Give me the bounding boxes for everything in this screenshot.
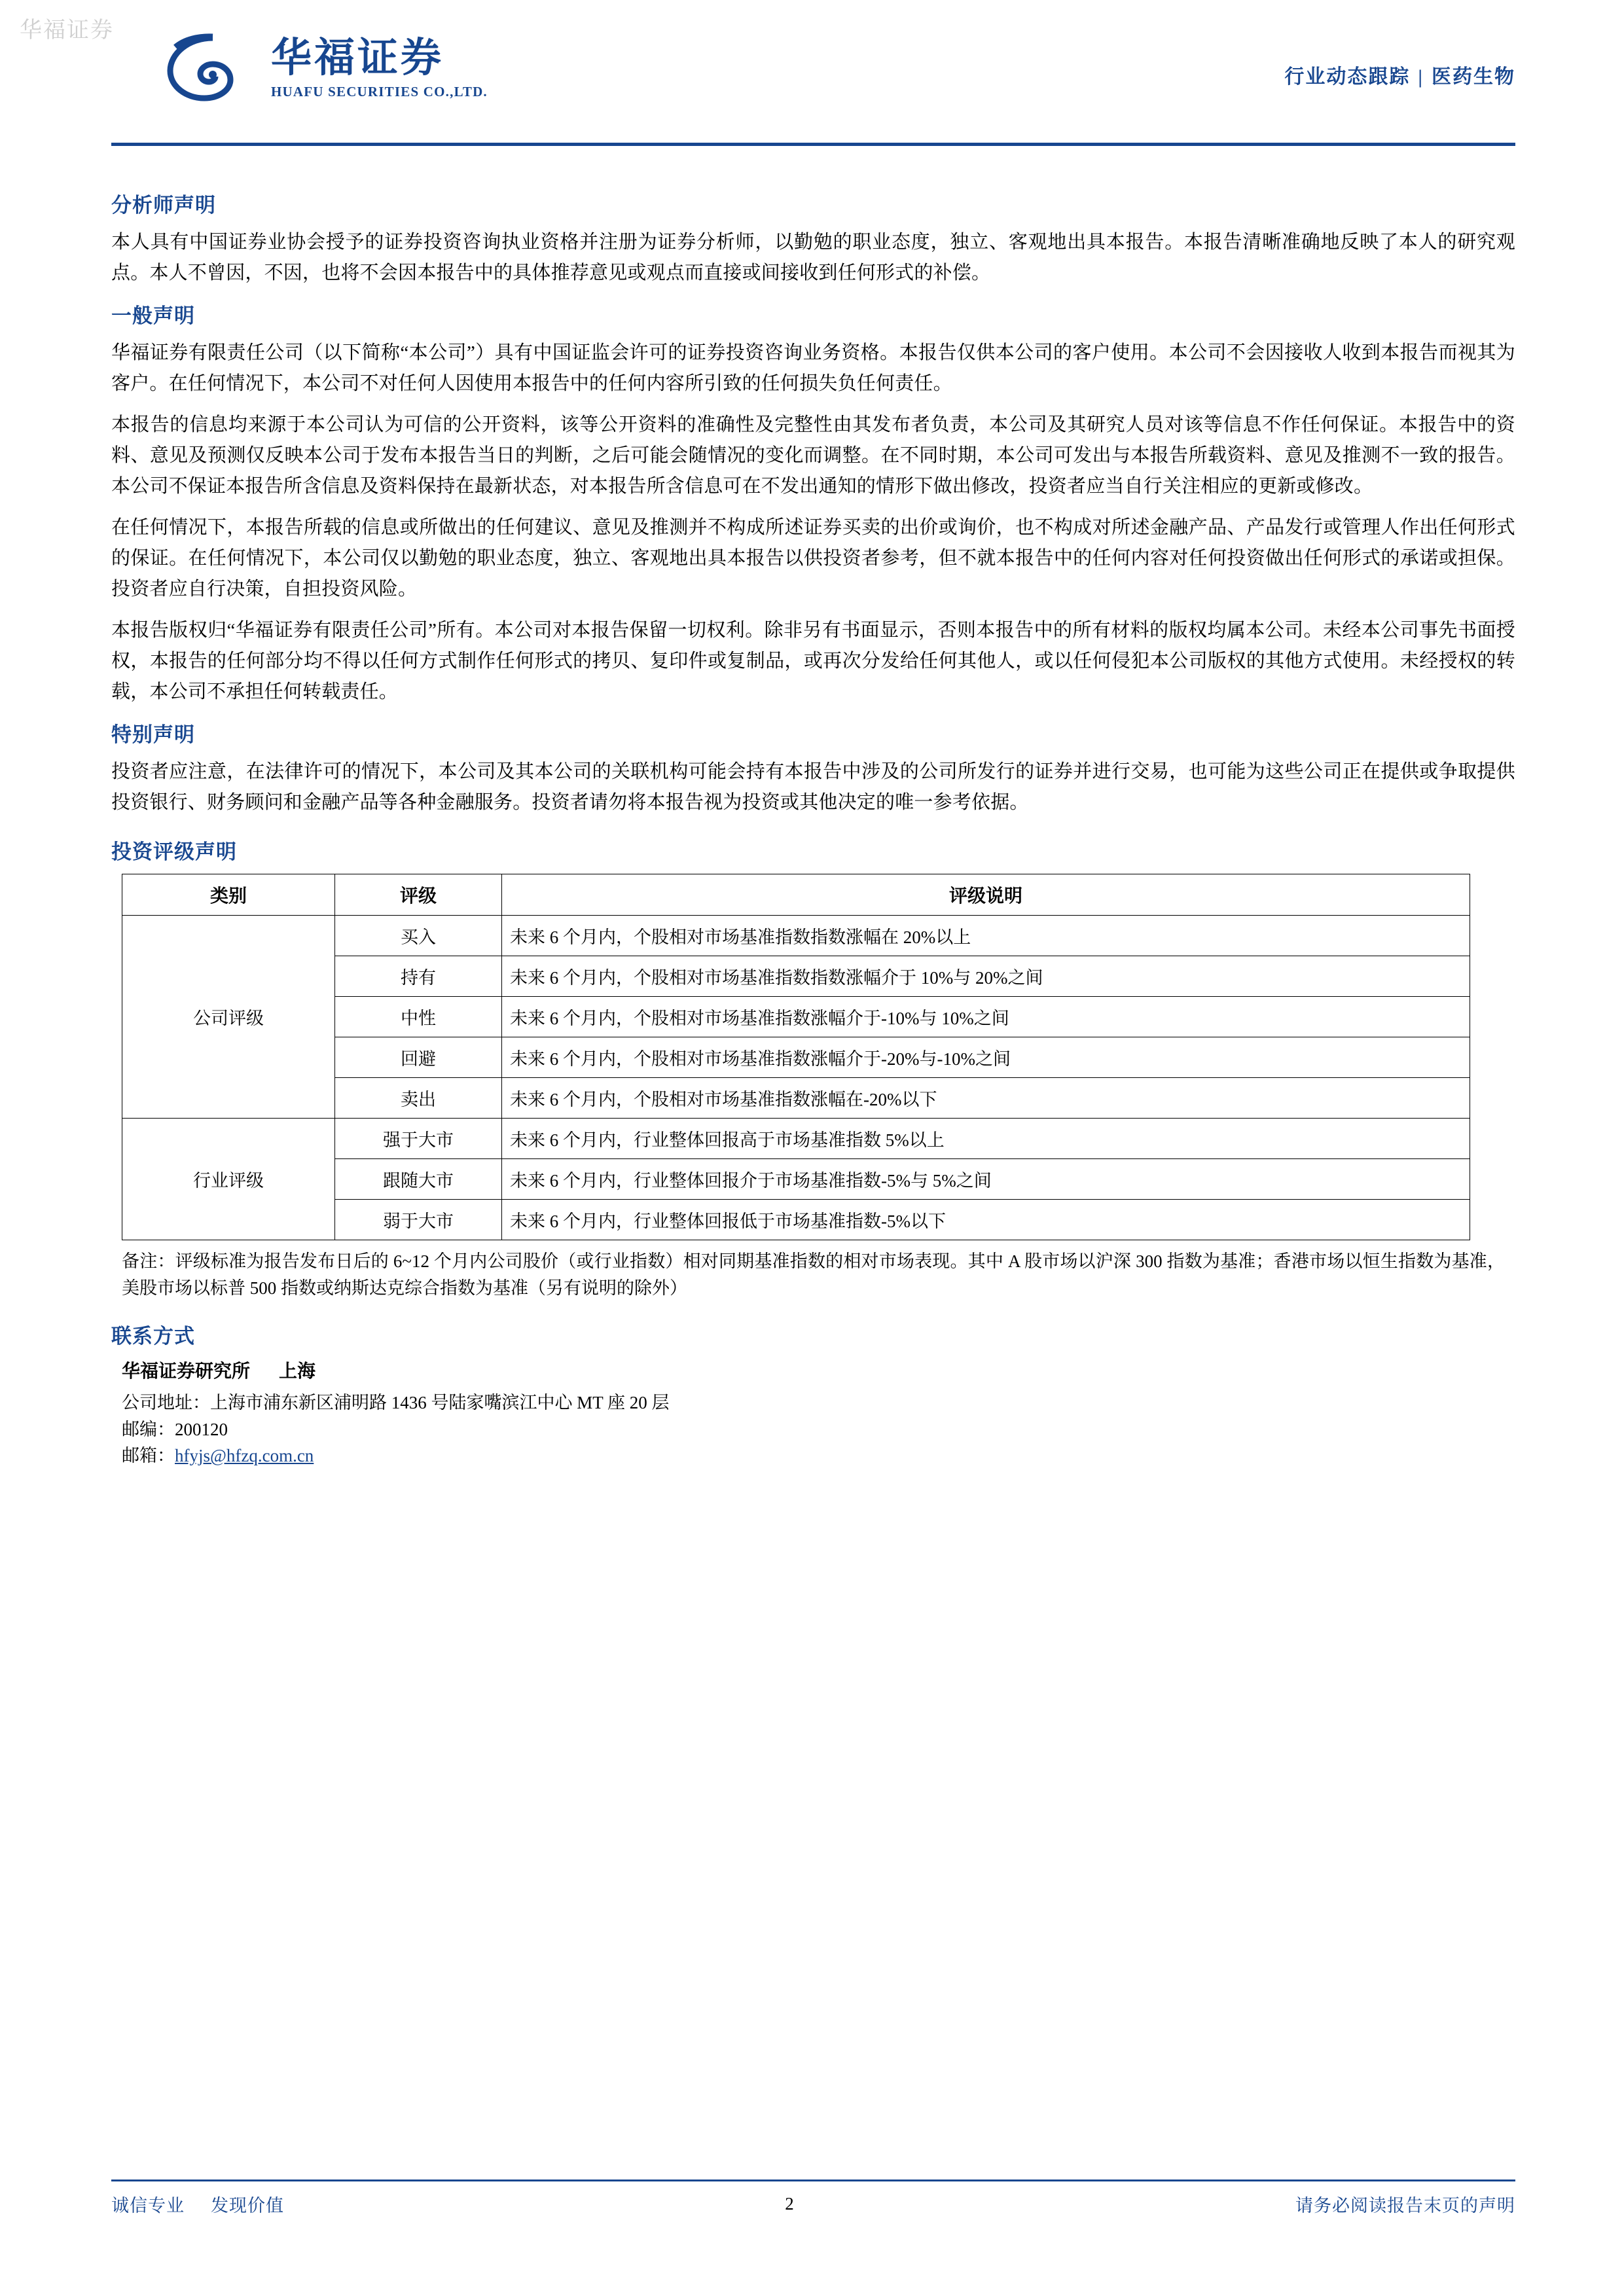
rating-description: 未来 6 个月内，行业整体回报高于市场基准指数 5%以上 <box>502 1118 1470 1158</box>
table-header-row <box>122 874 1470 915</box>
rating-label: 买入 <box>335 915 502 956</box>
header-separator: | <box>1418 66 1424 88</box>
watermark-text: 华福证券 <box>20 18 114 43</box>
rating-category-industry: 行业评级 <box>122 1118 335 1240</box>
rating-label: 回避 <box>335 1037 502 1077</box>
header-report-type: 行业动态跟踪 <box>1284 66 1411 88</box>
table-header-category: 类别 <box>122 874 335 915</box>
rating-label: 跟随大市 <box>335 1158 502 1199</box>
logo-english-name: HUAFU SECURITIES CO.,LTD. <box>271 84 488 100</box>
rating-statement-title: 投资评级声明 <box>111 840 237 863</box>
rating-description: 未来 6 个月内，个股相对市场基准指数指数涨幅在 20%以上 <box>502 915 1470 956</box>
contact-block <box>122 1358 1515 1469</box>
header-industry: 医药生物 <box>1432 66 1515 88</box>
rating-description: 未来 6 个月内，个股相对市场基准指数涨幅在-20%以下 <box>502 1077 1470 1118</box>
footer-slogan-2: 发现价值 <box>211 2196 284 2215</box>
footer-disclaimer: 请务必阅读报告末页的声明 <box>1295 2196 1515 2215</box>
rating-label: 卖出 <box>335 1077 502 1118</box>
rating-description: 未来 6 个月内，个股相对市场基准指数指数涨幅介于 10%与 20%之间 <box>502 956 1470 996</box>
page-number: 2 <box>785 2194 795 2214</box>
contact-zip-line <box>122 1416 1515 1443</box>
general-statement-para-2: 本报告的信息均来源于本公司认为可信的公开资料，该等公开资料的准确性及完整性由其发布者负责，本公司及其研究人员对该等信息不作任何保证。本报告中的资料、意见及预测仅反映本公司于发布本报告当日的判断，之后可能会随情况的变化而调整。在不同时期，本公司可发出与本报告所载资料、意见及推测不一致的报告。本公司不保证本报告所含信息及资料保持在最新状态，对本报告所含信息可在不发出通知的情形下做出修改，投资者应当自行关注相应的更新或修改。 <box>111 414 1515 497</box>
footer-divider <box>111 2179 1515 2181</box>
header-category <box>1284 60 1515 89</box>
rating-table-note: 备注：评级标准为报告发布日后的 6~12 个月内公司股价（或行业指数）相对同期基准指数的相对市场表现。其中 A 股市场以沪深 300 指数为基准；香港市场以恒生指数为基准，美股市场以标普 500 指数或纳斯达克综合指数为基准（另有说明的除外） <box>122 1251 1505 1299</box>
rating-label: 持有 <box>335 956 502 996</box>
page-footer <box>111 2191 1515 2217</box>
analyst-statement-body: 本人具有中国证券业协会授予的证券投资咨询执业资格并注册为证券分析师，以勤勉的职业态度，独立、客观地出具本报告。本报告清晰准确地反映了本人的研究观点。本人不曾因，不因，也将不会因本报告中的具体推荐意见或观点而直接或间接收到任何形式的补偿。 <box>111 232 1515 283</box>
rating-category-company: 公司评级 <box>122 915 335 1118</box>
rating-description: 未来 6 个月内，行业整体回报低于市场基准指数-5%以下 <box>502 1199 1470 1240</box>
header-divider <box>111 143 1515 146</box>
table-header-description: 评级说明 <box>502 874 1470 915</box>
contact-org-line <box>122 1358 1515 1386</box>
rating-description: 未来 6 个月内，个股相对市场基准指数涨幅介于-20%与-10%之间 <box>502 1037 1470 1077</box>
general-statement-para-3: 在任何情况下，本报告所载的信息或所做出的任何建议、意见及推测并不构成所述证券买卖的出价或询价，也不构成对所述金融产品、产品发行或管理人作出任何形式的保证。在任何情况下，本公司仅以勤勉的职业态度，独立、客观地出具本报告以供投资者参考，但不就本报告中的任何内容对任何投资做出任何形式的承诺或担保。投资者应自行决策，自担投资风险。 <box>111 516 1515 600</box>
contact-zip-value: 200120 <box>175 1419 228 1439</box>
general-statement-para-4: 本报告版权归“华福证券有限责任公司”所有。本公司对本报告保留一切权利。除非另有书面显示，否则本报告中的所有材料的版权均属本公司。未经本公司事先书面授权，本报告的任何部分均不得以任何方式制作任何形式的拷贝、复印件或复制品，或再次分发给任何其他人，或以任何侵犯本公司版权的其他方式使用。未经授权的转载，本公司不承担任何转载责任。 <box>111 619 1515 702</box>
rating-label: 强于大市 <box>335 1118 502 1158</box>
contact-address-value: 上海市浦东新区浦明路 1436 号陆家嘴滨江中心 MT 座 20 层 <box>210 1393 670 1413</box>
contact-city: 上海 <box>279 1361 316 1382</box>
rating-table <box>122 874 1470 1240</box>
special-statement-title: 特别声明 <box>111 723 195 746</box>
contact-org: 华福证券研究所 <box>122 1361 251 1382</box>
contact-address-line <box>122 1390 1515 1416</box>
contact-title: 联系方式 <box>111 1325 195 1348</box>
huafu-logo-icon <box>164 33 262 105</box>
contact-email-line <box>122 1443 1515 1469</box>
page-header <box>111 26 1515 137</box>
rating-label: 中性 <box>335 996 502 1037</box>
company-logo <box>164 33 488 105</box>
general-statement-para-1: 华福证券有限责任公司（以下简称“本公司”）具有中国证监会许可的证券投资咨询业务资格。本报告仅供本公司的客户使用。本公司不会因接收人收到本报告而视其为客户。在任何情况下，本公司不对任何人因使用本报告中的任何内容所引致的任何损失负任何责任。 <box>111 342 1515 394</box>
rating-description: 未来 6 个月内，行业整体回报介于市场基准指数-5%与 5%之间 <box>502 1158 1470 1199</box>
footer-slogan-1: 诚信专业 <box>111 2196 185 2215</box>
special-statement-body: 投资者应注意，在法律许可的情况下，本公司及其本公司的关联机构可能会持有本报告中涉及的公司所发行的证券并进行交易，也可能为这些公司正在提供或争取提供投资银行、财务顾问和金融产品等各种金融服务。投资者请勿将本报告视为投资或其他决定的唯一参考依据。 <box>111 761 1515 813</box>
rating-description: 未来 6 个月内，个股相对市场基准指数涨幅介于-10%与 10%之间 <box>502 996 1470 1037</box>
document-body <box>111 188 1515 1469</box>
table-row <box>122 915 1470 956</box>
logo-chinese-name: 华福证券 <box>271 35 444 81</box>
contact-zip-label: 邮编： <box>122 1419 175 1439</box>
contact-address-label: 公司地址： <box>122 1393 210 1413</box>
table-header-rating: 评级 <box>335 874 502 915</box>
contact-email-link[interactable]: hfyjs@hfzq.com.cn <box>175 1446 314 1466</box>
general-statement-title: 一般声明 <box>111 304 195 327</box>
footer-slogan <box>111 2191 284 2217</box>
table-row <box>122 1118 1470 1158</box>
contact-email-label: 邮箱： <box>122 1446 175 1466</box>
logo-text <box>271 37 488 100</box>
rating-label: 弱于大市 <box>335 1199 502 1240</box>
analyst-statement-title: 分析师声明 <box>111 194 216 217</box>
